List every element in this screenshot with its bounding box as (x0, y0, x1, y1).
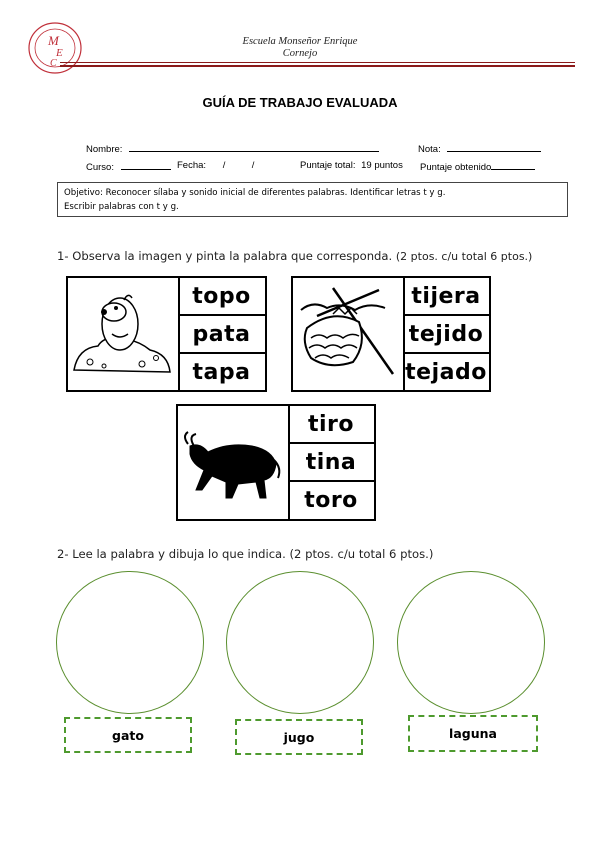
drawing-circle-3[interactable] (397, 571, 545, 714)
word-option[interactable]: tiro (288, 406, 374, 444)
puntaje-total-value: 19 puntos (361, 160, 403, 171)
knitting-icon (293, 278, 405, 390)
word-list-mole (178, 278, 265, 390)
header-divider-thick (60, 65, 575, 67)
mole-icon (68, 278, 180, 390)
puntaje-total (300, 160, 403, 171)
nota-field[interactable] (418, 142, 541, 155)
nombre-label: Nombre: (86, 144, 123, 155)
curso-line[interactable] (121, 160, 171, 170)
word-option[interactable]: tijera (403, 278, 489, 316)
fecha-label: Fecha: (177, 160, 207, 171)
nota-line[interactable] (447, 142, 541, 152)
drawing-circle-2[interactable] (226, 571, 374, 714)
word-option[interactable]: pata (178, 316, 265, 354)
word-label-2: jugo (235, 719, 363, 755)
svg-text:E: E (56, 47, 63, 59)
word-option[interactable]: topo (178, 278, 265, 316)
word-option[interactable]: toro (304, 488, 358, 513)
header-divider (60, 62, 575, 63)
nombre-line[interactable] (129, 142, 379, 152)
word-label-1: gato (64, 717, 192, 753)
fecha-slashes: / / (222, 160, 255, 171)
word-option[interactable]: tejado (405, 359, 487, 385)
school-name (0, 36, 600, 60)
bull-icon (178, 406, 290, 519)
curso-label: Curso: (86, 162, 114, 173)
objective-line2: Escribir palabras con t y g. (64, 202, 179, 212)
puntaje-total-label: Puntaje total: (300, 160, 356, 171)
puntaje-obtenido-label: Puntaje obtenido (420, 162, 492, 173)
page-title: GUÍA DE TRABAJO EVALUADA (202, 95, 398, 110)
school-name-line1: Escuela Monseñor Enrique (242, 36, 358, 47)
curso-field[interactable] (86, 160, 171, 173)
word-card-knitting (291, 276, 491, 392)
objective-box (57, 182, 568, 217)
svg-text:C: C (50, 58, 57, 69)
nota-label: Nota: (418, 144, 441, 155)
word-list-knitting (403, 278, 489, 390)
school-name-line2: Cornejo (282, 48, 318, 59)
question1-text (57, 249, 532, 263)
word-label-3: laguna (408, 715, 538, 752)
svg-text:M: M (48, 33, 59, 48)
puntaje-obtenido-field[interactable] (420, 160, 535, 173)
word-list-bull (288, 406, 374, 519)
word-card-bull (176, 404, 376, 521)
word-option[interactable]: tapa (192, 359, 251, 385)
question2-text: 2- Lee la palabra y dibuja lo que indica. (2 ptos. c/u total 6 ptos.) (57, 547, 434, 561)
question1-instruction: 1- Observa la imagen y pinta la palabra que corresponda. (57, 249, 393, 263)
objective-line1: Objetivo: Reconocer sílaba y sonido inicial de diferentes palabras. Identificar letras t y g. (64, 188, 446, 198)
question1-points: (2 ptos. c/u total 6 ptos.) (395, 250, 533, 263)
fecha-field[interactable] (177, 160, 254, 171)
drawing-circle-1[interactable] (56, 571, 204, 714)
word-option[interactable]: tejido (403, 316, 489, 354)
word-card-mole (66, 276, 267, 392)
word-option[interactable]: tina (288, 444, 374, 482)
nombre-field[interactable] (86, 142, 379, 155)
puntaje-obtenido-line[interactable] (491, 160, 535, 170)
